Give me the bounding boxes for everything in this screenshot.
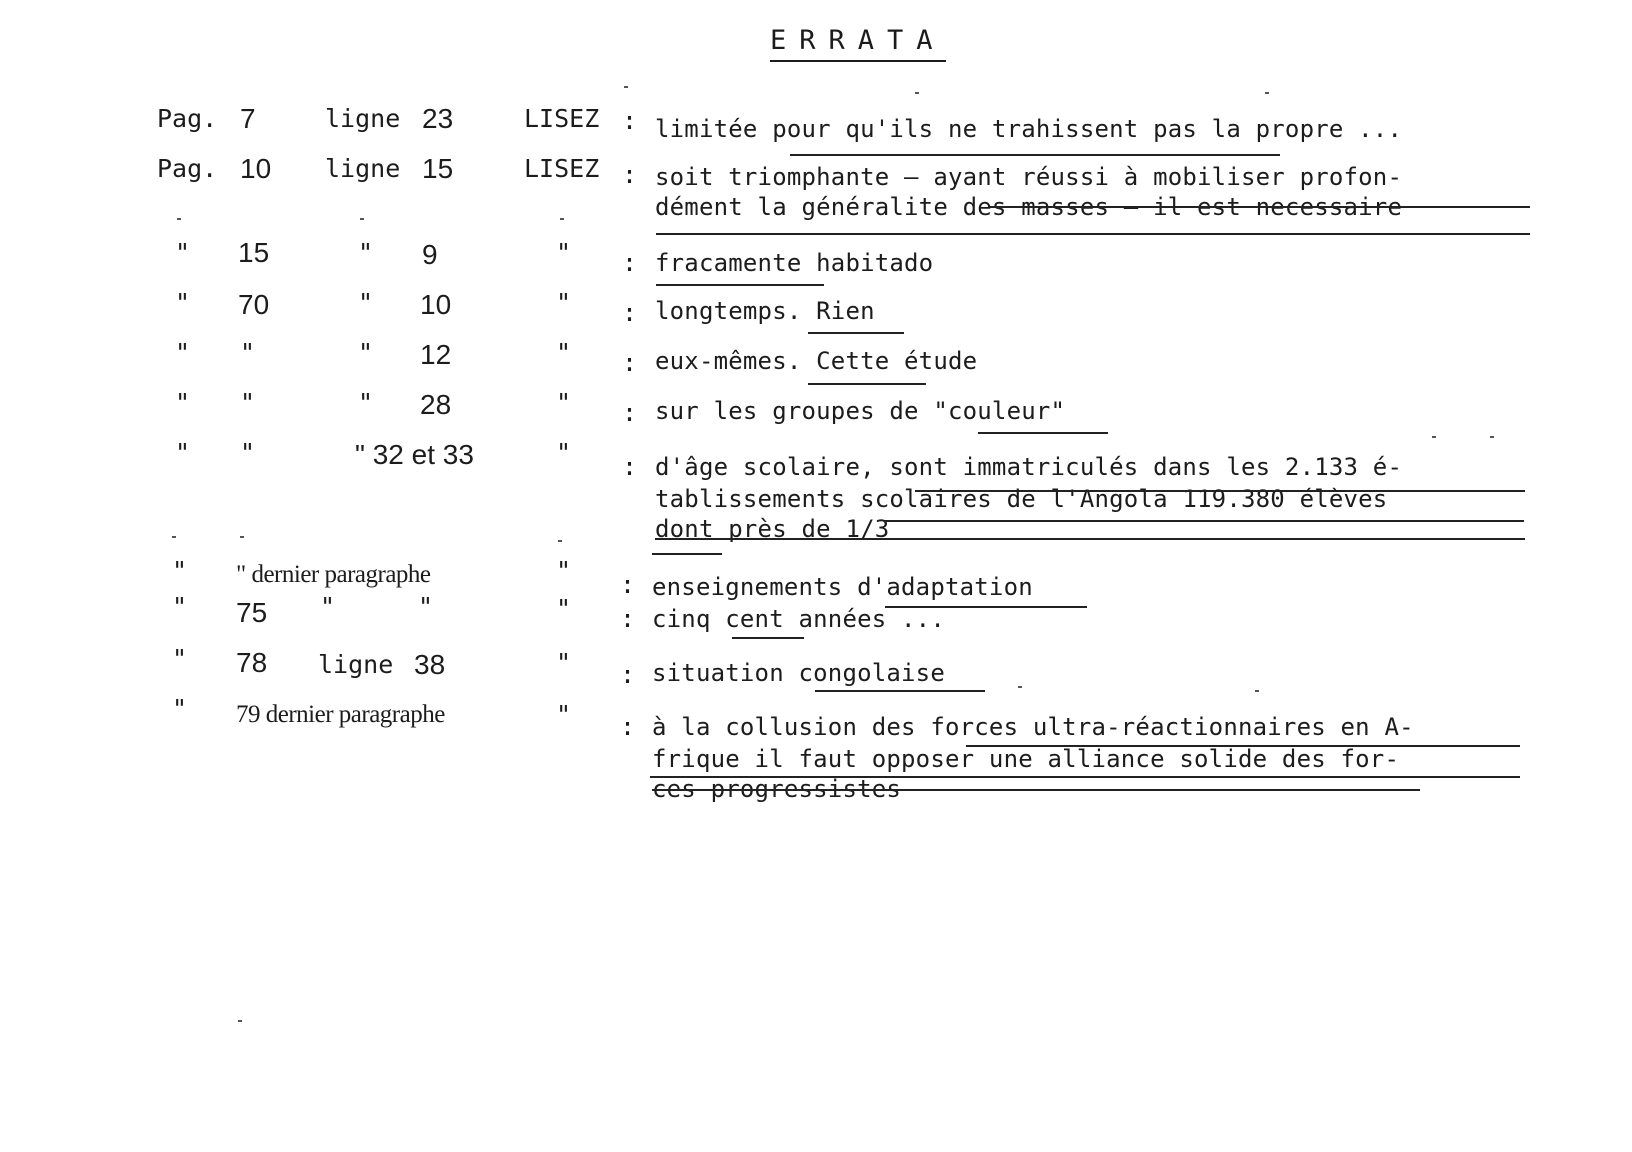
underline-mark [915,490,1525,492]
line-prefix: " [358,338,374,367]
underline-mark [808,383,926,385]
read-label: LISEZ [524,154,600,183]
scan-speck [172,536,176,538]
underline-mark [990,206,1530,208]
separator: : [620,570,636,599]
read-label: " [556,438,572,467]
page-number: " [240,388,256,417]
line-prefix: " [358,388,374,417]
line-prefix: " [358,238,374,267]
underline-mark [650,776,1520,778]
correction-line: tablissements scolaires de l'Angola 119.380 élèves [655,485,1388,513]
line-prefix: " [320,592,336,621]
line-prefix: ligne [325,104,401,133]
scan-speck [1018,686,1022,688]
line-number: 12 [420,339,452,370]
correction-line: eux-mêmes. Cette étude [655,347,978,375]
separator: : [622,248,638,277]
scan-speck [240,536,244,538]
separator: : [620,712,636,741]
scan-speck [238,1020,242,1022]
underline-mark [656,284,824,286]
line-prefix: ligne [325,154,401,183]
page-number: " dernier paragraphe [236,561,431,588]
correction-line: à la collusion des forces ultra-réactionnaires en A- [652,713,1414,741]
page-prefix: " [172,592,188,621]
read-label: " [556,700,572,729]
line-prefix: " [358,288,374,317]
line-number: 23 [422,103,454,134]
underline-mark [815,690,985,692]
line-prefix: ligne [318,650,394,679]
page-prefix: " [172,694,188,723]
scan-speck [558,540,562,542]
read-label: LISEZ [524,104,600,133]
page-prefix: " [175,388,191,417]
line-number: 28 [420,389,452,420]
underline-mark [884,520,1524,522]
page-number: 7 [240,103,256,134]
page-prefix: " [175,438,191,467]
read-label: " [556,556,572,585]
scan-speck [1265,92,1269,94]
read-label: " [556,338,572,367]
correction-line: situation congolaise [652,659,945,687]
line-number: 10 [420,289,452,320]
underline-mark [978,432,1108,434]
scan-speck [1432,436,1436,438]
scan-speck [624,86,628,88]
line-number: 9 [422,239,438,270]
separator: : [622,160,638,189]
correction-line: d'âge scolaire, sont immatriculés dans les 2.133 é- [655,453,1403,481]
page-number: 75 [236,597,268,628]
correction-line: fracamente habitado [655,249,934,277]
separator: : [622,452,638,481]
correction-line: limitée pour qu'ils ne trahissent pas la propre ... [655,115,1403,143]
correction-line: frique il faut opposer une alliance solide des for- [652,745,1400,773]
line-prefix: " 32 et 33 [355,439,474,470]
page-number: 10 [240,153,272,184]
correction-line: ces progressistes [652,775,902,803]
line-number: 15 [422,153,454,184]
separator: : [622,298,638,327]
page-prefix: Pag. [157,104,218,133]
errata-title: ERRATA [770,24,946,62]
page-prefix: Pag. [157,154,218,183]
separator: : [622,106,638,135]
read-label: " [556,238,572,267]
scan-speck [1255,690,1259,692]
page-number: 78 [236,647,268,678]
underline-mark [656,233,1530,235]
read-label: " [556,594,572,623]
read-label: " [556,388,572,417]
page-prefix: " [172,556,188,585]
scan-speck [560,218,564,220]
page-prefix: " [175,338,191,367]
page-prefix: " [172,644,188,673]
correction-line: sur les groupes de "couleur" [655,397,1066,425]
correction-line: cinq cent années ... [652,605,945,633]
correction-line: dément la généralite des masses — il est necessaire [655,193,1403,221]
read-label: " [556,288,572,317]
underline-mark [732,637,804,639]
correction-line: enseignements d'adaptation [652,573,1033,601]
correction-line: soit triomphante — ayant réussi à mobiliser profon- [655,163,1403,191]
underline-mark [655,538,1525,540]
line-number: 38 [414,649,446,680]
separator: : [620,604,636,633]
page-number: " [240,338,256,367]
underline-mark [966,745,1520,747]
scan-speck [915,92,919,94]
read-label: " [556,648,572,677]
page-prefix: " [175,238,191,267]
underline-mark [808,332,904,334]
scan-speck [1490,436,1494,438]
page-prefix: " [175,288,191,317]
line-number: " [418,592,434,621]
underline-mark [885,606,1087,608]
separator: : [620,660,636,689]
underline-mark [652,789,1420,791]
scan-speck [360,218,364,220]
correction-line: dont près de 1/3 [655,515,890,543]
page-number: 70 [238,289,270,320]
separator: : [622,348,638,377]
scan-speck [177,218,181,220]
underline-mark [652,553,722,555]
page-number: 15 [238,237,270,268]
underline-mark [790,154,1280,156]
separator: : [622,398,638,427]
page-number: 79 dernier paragraphe [236,701,445,728]
correction-line: longtemps. Rien [655,297,875,325]
page-number: " [240,438,256,467]
